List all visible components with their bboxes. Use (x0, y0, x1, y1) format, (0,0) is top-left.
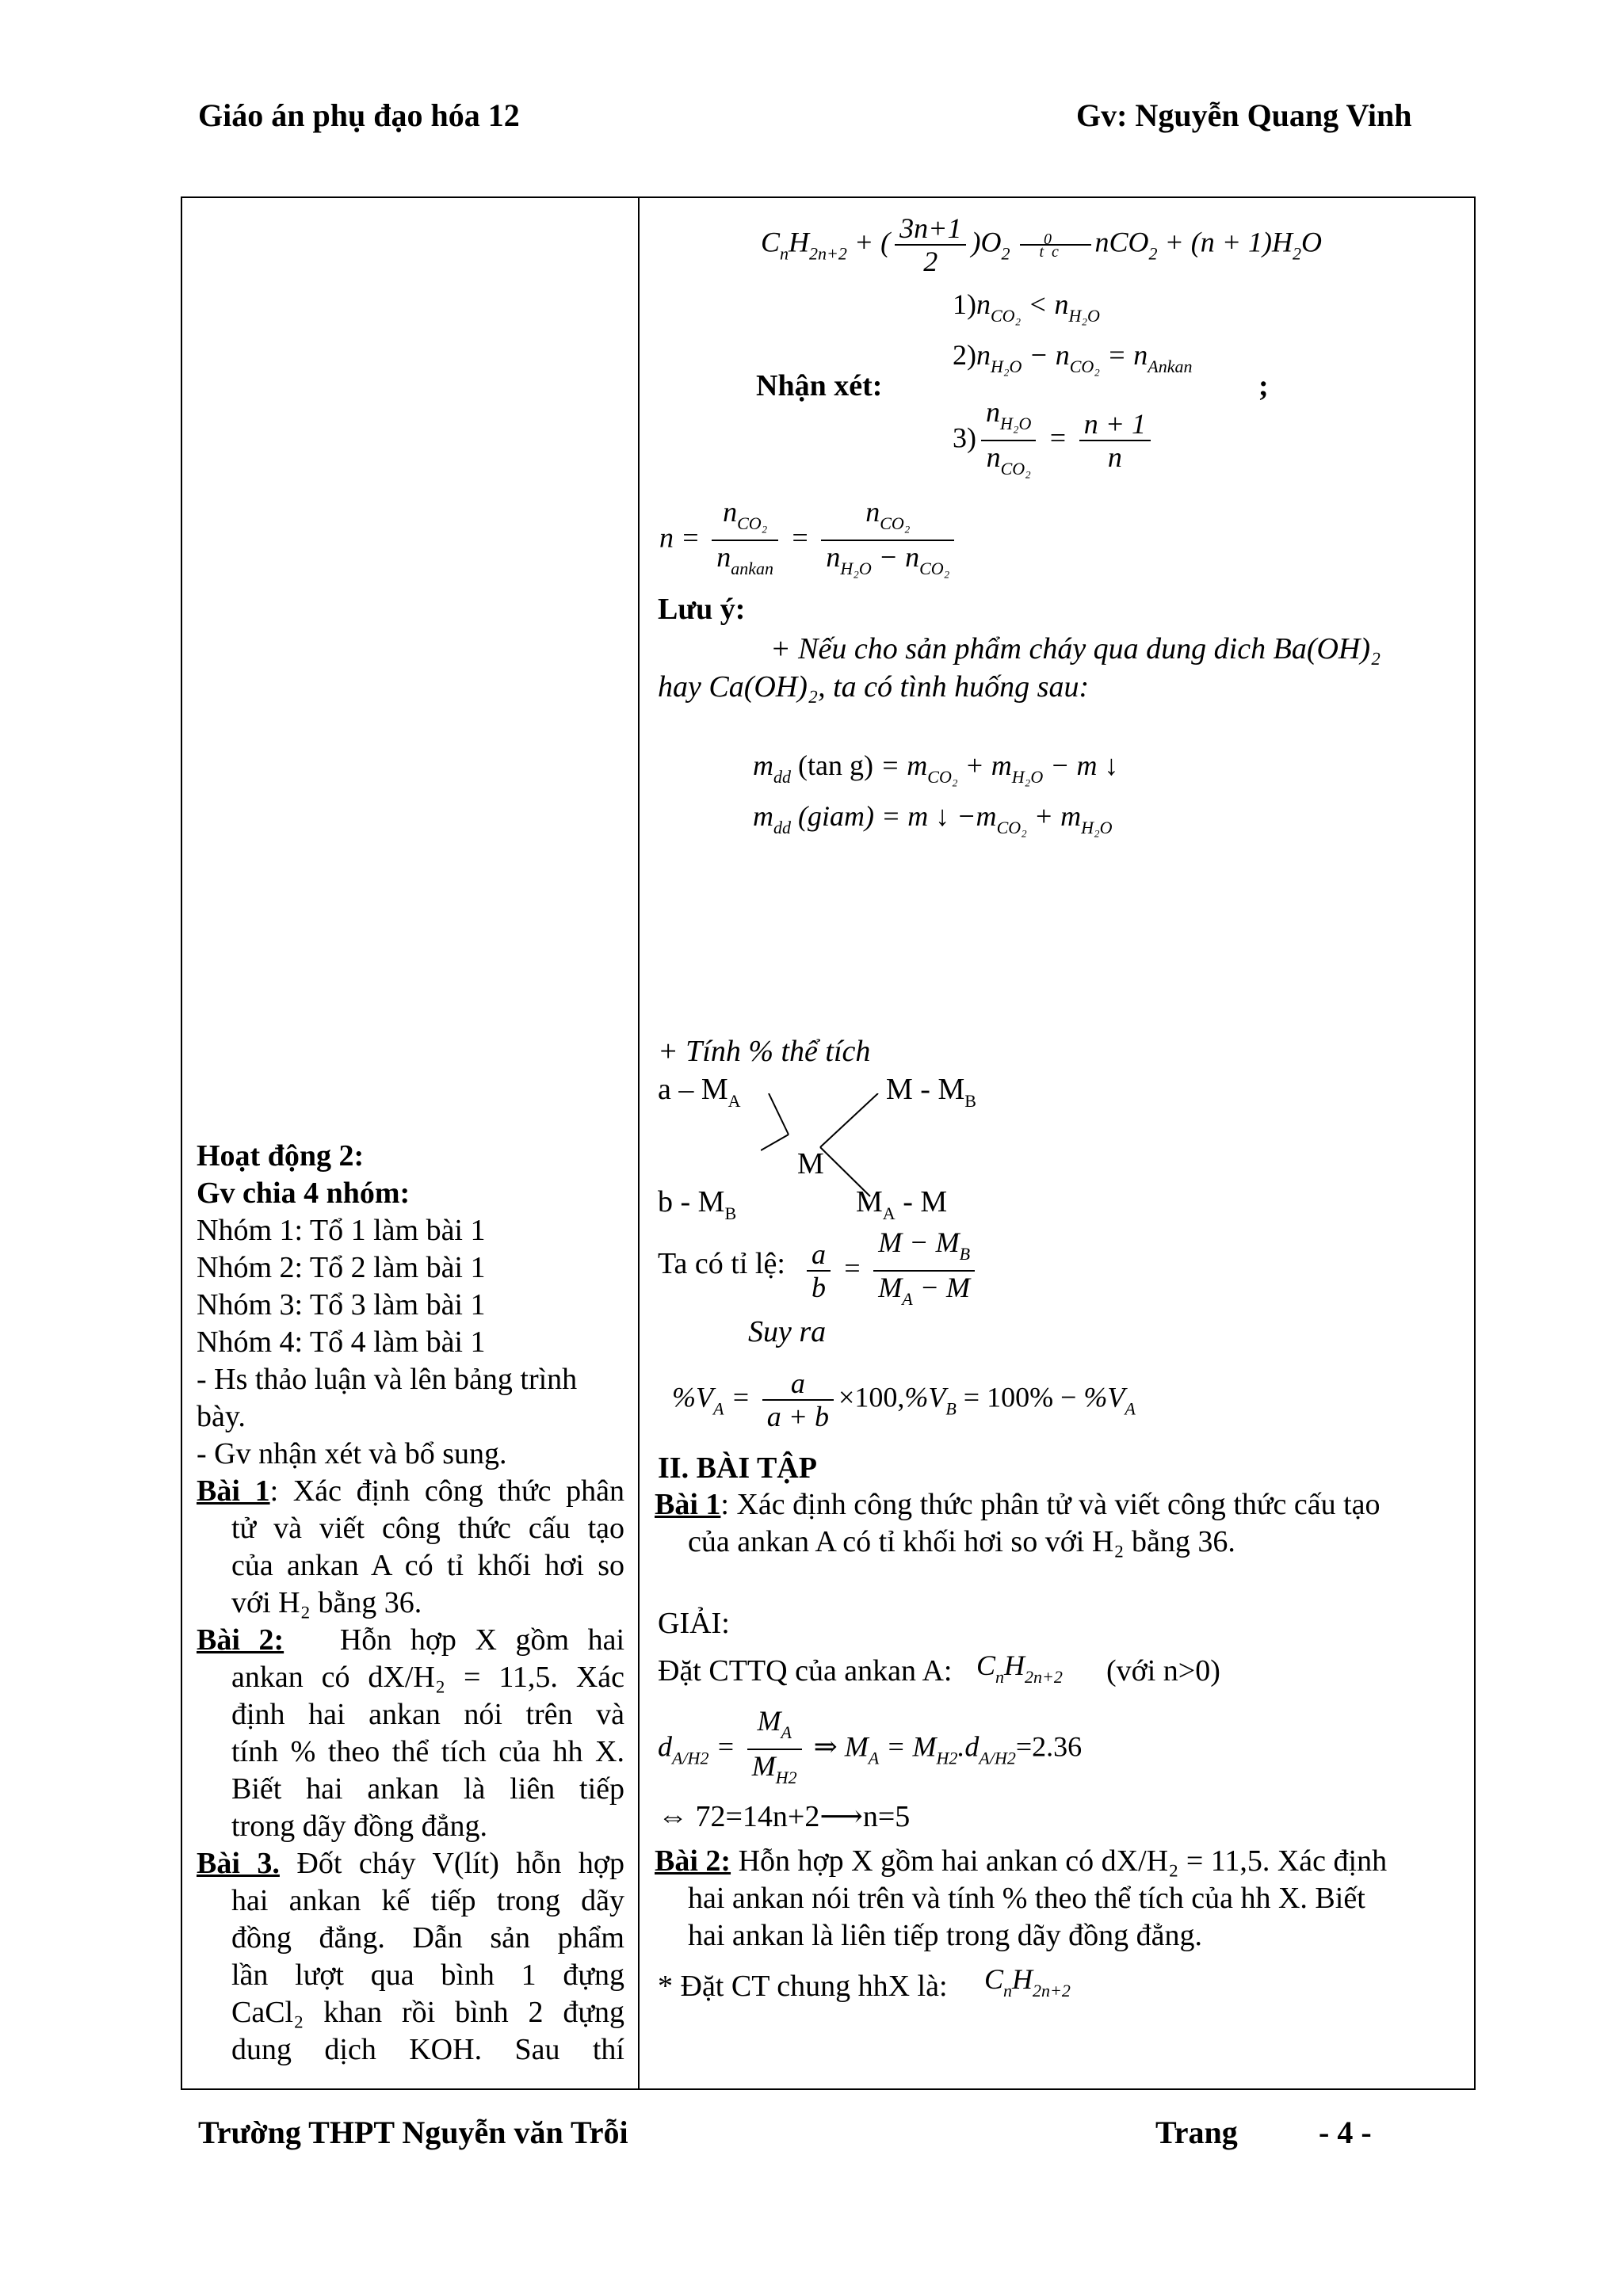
header-right: Gv: Nguyễn Quang Vinh (1076, 97, 1412, 133)
luu-y-label: Lưu ý: (658, 593, 746, 626)
cross-diagram-lines (761, 1093, 880, 1204)
tinh-phan-tram-label: + Tính % thể tích (658, 1035, 871, 1068)
mass-decrease-formula: $m_{dd}$ (giam) = m ↓ $-m_{CO_2} + m_{H_2O}$ (753, 800, 1113, 837)
combustion-equation: $C_nH_{2n+2}$ + ( $\frac{3n+1}{2}$ )$O_2$ t0c $nCO_2 + (n + 1)H_2O$ (761, 212, 1323, 277)
section-bai-tap: II. BÀI TẬP (658, 1451, 817, 1485)
left-bai-3-line-3: đồng đẳng. Dẫn sản phẩm (231, 1921, 624, 1955)
result-line: ⇔ 72=14n+2⟶n=5 (658, 1800, 911, 1833)
group-4: Nhóm 4: Tổ 4 làm bài 1 (197, 1325, 486, 1359)
left-bai-2-line-6: trong dãy đồng đẳng. (231, 1810, 487, 1843)
left-bai-1-line-3: của ankan A có tỉ khối hơi so (231, 1549, 624, 1582)
footer-school: Trường THPT Nguyễn văn Trỗi (198, 2115, 628, 2150)
dat-ct-chung: * Đặt CT chung hhX là: (658, 1970, 948, 2003)
left-bai-2-line-5: Biết hai ankan là liên tiếp (231, 1772, 624, 1806)
mean-n-formula: n = $\frac{n_{CO_2}}{n_{ankan}}$ = $\frac{n_{CO_2}}{n_{H_2O} - n_{CO_2}}$ (659, 496, 959, 585)
left-bai-3-line-2: hai ankan kế tiếp trong dãy (231, 1884, 624, 1917)
diagram-b: b - $M_B$ (658, 1185, 737, 1223)
column-divider (638, 196, 640, 2090)
left-bai-2-line-4: tính % theo thể tích của hh X. (231, 1735, 624, 1768)
right-bai-2: Bài 2: Hỗn hợp X gồm hai ankan có dX/H₂ = 11,5. Xác định hai ankan nói trên và tính % theo thể tích của hh X. Biết hai ankan là liên tiếp trong dãy đồng đẳng. (655, 1844, 1388, 1952)
group-2: Nhóm 2: Tổ 2 làm bài 1 (197, 1251, 486, 1284)
diagram-ma: $M_A$ - M (856, 1185, 948, 1223)
left-bai-2-line-1: Bài 2: Hỗn hợp X gồm hai (197, 1623, 625, 1657)
left-bai-1-line-2: tử và viết công thức cấu tạo (231, 1512, 624, 1545)
left-bai-3-line-5: CaCl₂ khan rồi bình 2 đựng (231, 1996, 624, 2029)
left-bai-2-line-2: ankan có dX/H₂ = 11,5. Xác (231, 1661, 624, 1694)
nhan-xet-label: Nhận xét: (756, 369, 883, 402)
ti-le-label: Ta có tỉ lệ: (658, 1247, 785, 1280)
remark-2: $2)n_{H_2O} - n_{CO_2} = n_{Ankan}$ (953, 339, 1193, 376)
volume-percent-formula: $\%V_A$ = $\frac{a}{a + b}$ $\times 100,\%V_B = 100\% - \%V_A$ (672, 1367, 1136, 1432)
alkane-general-formula: $C_nH_{2n+2}$ (976, 1650, 1063, 1687)
remark-3: 3) $\frac{n_{H_2O}}{n_{CO_2}}$ = $\frac{n + 1}{n}$ (953, 396, 1155, 485)
dat-cttq: Đặt CTTQ của ankan A: (658, 1654, 953, 1688)
mass-increase-formula: $m_{dd}$ (tan $g) = m_{CO_2} + m_{H_2O} - m$ ↓ (753, 749, 1119, 787)
left-bai-2-line-3: định hai ankan nói trên và (231, 1698, 624, 1731)
header-left: Giáo án phụ đạo hóa 12 (198, 97, 520, 133)
diagram-mb: M - $M_B$ (886, 1073, 976, 1111)
ratio-formula: $\frac{a}{b}$ = $\frac{M - M_B}{M_A - M}$ (802, 1226, 980, 1315)
discuss-line-1: - Hs thảo luận và lên bảng trình (197, 1363, 578, 1396)
left-bai-3-line-4: lần lượt qua bình 1 đựng (231, 1958, 624, 1992)
giai-label: GIẢI: (658, 1607, 730, 1640)
left-bai-3-line-6: dung dịch KOH. Sau thí (231, 2033, 624, 2066)
suy-ra-label: Suy ra (748, 1315, 827, 1348)
group-3: Nhóm 3: Tổ 3 làm bài 1 (197, 1288, 486, 1322)
footer-page-label: Trang (1155, 2115, 1238, 2150)
diagram-a: a – $M_A$ (658, 1073, 741, 1111)
density-ratio-formula: $d_{A/H2}$ = $\frac{M_A}{M_{H2}}$ ⇒ $M_A = M_{H2}.d_{A/H2}=2.36$ (658, 1705, 1083, 1787)
semicolon: ; (1258, 369, 1269, 402)
left-bai-1-line-1: Bài 1: Xác định công thức phân (197, 1474, 624, 1508)
diagram-m: M (797, 1147, 824, 1180)
right-bai-1: Bài 1: Xác định công thức phân tử và viết công thức cấu tạo của ankan A có tỉ khối hơi so với H₂ bằng 36. (655, 1488, 1381, 1558)
footer-page-number: - 4 - (1319, 2115, 1372, 2150)
teacher-groups-title: Gv chia 4 nhóm: (197, 1177, 411, 1210)
left-bai-3-line-1: Bài 3. Đốt cháy V(lít) hỗn hợp (197, 1847, 624, 1880)
group-1: Nhóm 1: Tổ 1 làm bài 1 (197, 1214, 486, 1247)
teacher-comment: - Gv nhận xét và bổ sung. (197, 1437, 507, 1470)
mixture-general-formula: $C_nH_{2n+2}$ (984, 1963, 1071, 2000)
activity-title: Hoạt động 2: (197, 1139, 365, 1173)
discuss-line-2: bày. (197, 1400, 246, 1433)
left-bai-1-line-4: với H₂ bằng 36. (231, 1586, 422, 1619)
voi-n: (với n>0) (1106, 1654, 1220, 1688)
luu-y-line-1: + Nếu cho sản phẩm cháy qua dung dich Ba(OH)₂ (770, 632, 1381, 666)
luu-y-line-2: hay Ca(OH)₂, ta có tình huống sau: (658, 670, 1090, 704)
remark-1: $1)n_{CO_2} < n_{H_2O}$ (953, 288, 1100, 326)
